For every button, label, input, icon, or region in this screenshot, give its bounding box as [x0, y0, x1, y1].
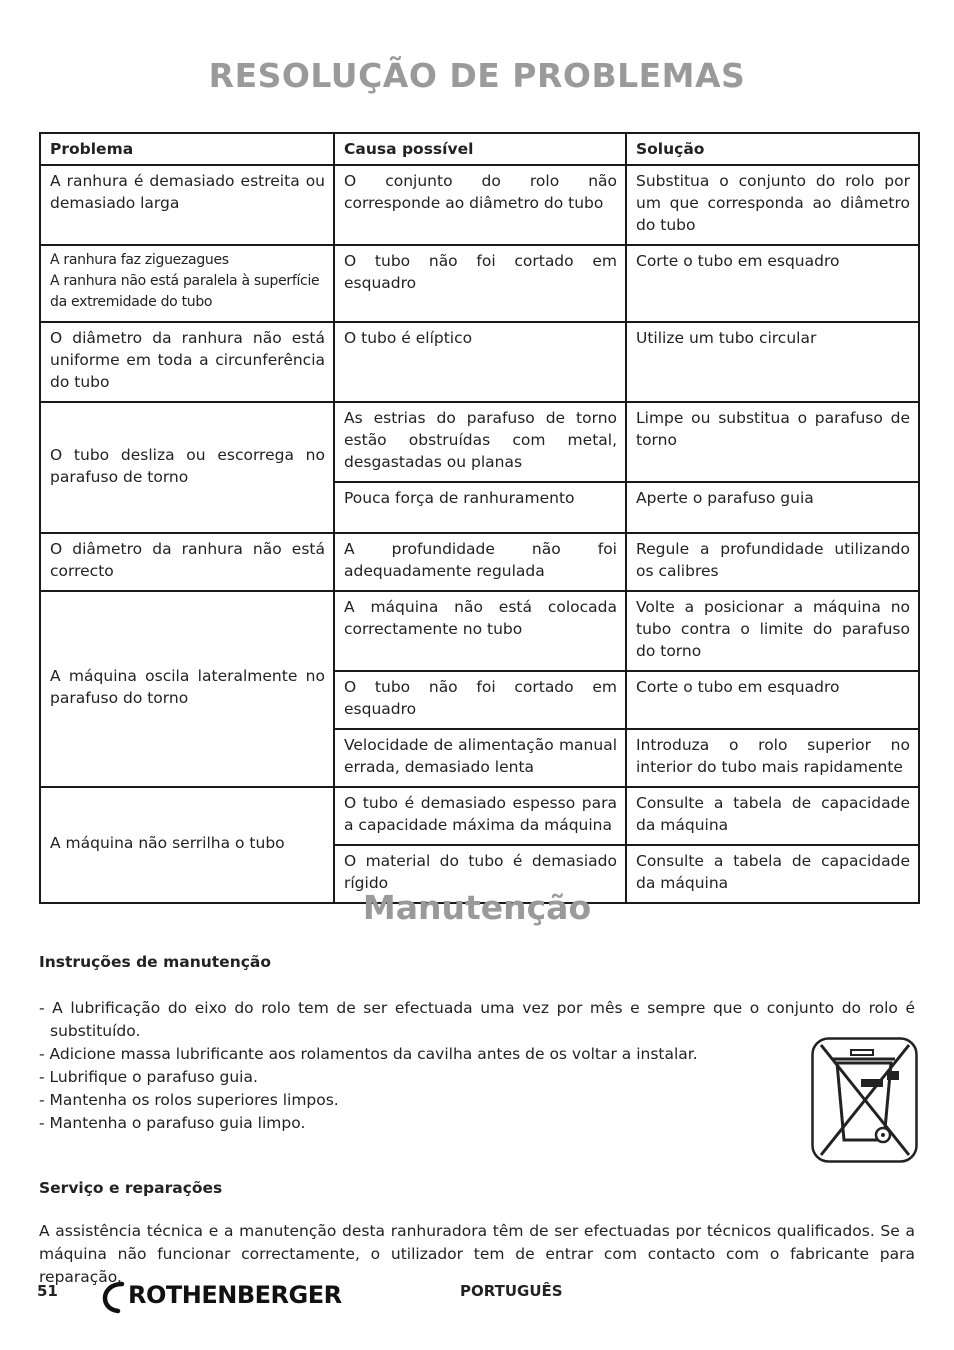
cause-cell: Velocidade de alimentação manual errada, demasiado lenta	[334, 729, 626, 787]
problem-cell: O diâmetro da ranhura não está uniforme em toda a circunferência do tubo	[40, 322, 334, 402]
cause-cell: Pouca força de ranhuramento	[334, 482, 626, 533]
solution-cell: Introduza o rolo superior no interior do tubo mais rapidamente	[626, 729, 919, 787]
solution-cell: Substitua o conjunto do rolo por um que corresponda ao diâmetro do tubo	[626, 165, 919, 245]
header-problem: Problema	[40, 133, 334, 165]
brand-logo-text: ROTHENBERGER	[128, 1281, 342, 1309]
cause-cell: O material do tubo é demasiado rígido	[334, 845, 626, 903]
table-row	[40, 591, 919, 671]
troubleshooting-table	[39, 132, 920, 904]
solution-cell: Consulte a tabela de capacidade da máquina	[626, 787, 919, 845]
header-cause: Causa possível	[334, 133, 626, 165]
cause-cell: As estrias do parafuso de torno estão obstruídas com metal, desgastadas ou planas	[334, 402, 626, 482]
service-heading: Serviço e reparações	[39, 1179, 223, 1197]
footer-language: PORTUGUÊS	[460, 1282, 563, 1300]
problem-cell: A ranhura é demasiado estreita ou demasiado larga	[40, 165, 334, 245]
cause-cell: O tubo é elíptico	[334, 322, 626, 402]
table-row	[40, 322, 919, 402]
cause-cell: O tubo não foi cortado em esquadro	[334, 671, 626, 729]
cause-cell: O tubo não foi cortado em esquadro	[334, 245, 626, 322]
maintenance-title: Manutenção	[362, 888, 592, 927]
solution-cell: Corte o tubo em esquadro	[626, 245, 919, 322]
problem-cell: O diâmetro da ranhura não está correcto	[40, 533, 334, 591]
list-item: - A lubrificação do eixo do rolo tem de ser efectuada uma vez por mês e sempre que o conjunto do rolo é substituído.	[39, 999, 915, 1040]
header-solution: Solução	[626, 133, 919, 165]
crossed-out-wheelie-bin-icon	[811, 1037, 918, 1163]
table-row	[40, 165, 919, 245]
table-header-row	[40, 133, 919, 165]
cause-cell: O tubo é demasiado espesso para a capacidade máxima da máquina	[334, 787, 626, 845]
problem-line: A ranhura faz ziguezagues	[50, 252, 229, 268]
instructions-list	[39, 997, 915, 1135]
problem-cell: A máquina não serrilha o tubo	[40, 787, 334, 903]
cause-cell: O conjunto do rolo não corresponde ao diâmetro do tubo	[334, 165, 626, 245]
table-row	[40, 245, 919, 322]
list-item: - Lubrifique o parafuso guia.	[39, 1068, 258, 1086]
list-item: - Mantenha o parafuso guia limpo.	[39, 1114, 306, 1132]
service-text: A assistência técnica e a manutenção desta ranhuradora têm de ser efectuadas por técnicos qualificados. Se a máquina não funcionar correctamente, o utilizador tem de entrar com contacto com o fabricante para reparação.	[39, 1222, 915, 1286]
instructions-heading: Instruções de manutenção	[39, 953, 272, 971]
problem-cell: O tubo desliza ou escorrega no parafuso de torno	[40, 402, 334, 533]
cause-cell: A máquina não está colocada correctamente no tubo	[334, 591, 626, 671]
list-item: - Adicione massa lubrificante aos rolamentos da cavilha antes de os voltar a instalar.	[39, 1045, 698, 1063]
problem-line: A ranhura não está paralela à superfície da extremidade do tubo	[50, 273, 320, 310]
list-item: - Mantenha os rolos superiores limpos.	[39, 1091, 339, 1109]
table-row	[40, 787, 919, 845]
solution-cell: Aperte o parafuso guia	[626, 482, 919, 533]
page-number: 51	[37, 1282, 58, 1300]
cause-cell: A profundidade não foi adequadamente regulada	[334, 533, 626, 591]
solution-cell: Consulte a tabela de capacidade da máquina	[626, 845, 919, 903]
page-title: RESOLUÇÃO DE PROBLEMAS	[208, 56, 746, 95]
solution-cell: Limpe ou substitua o parafuso de torno	[626, 402, 919, 482]
table-row	[40, 402, 919, 482]
table-row	[40, 533, 919, 591]
problem-cell: A máquina oscila lateralmente no parafuso do torno	[40, 591, 334, 787]
problem-cell	[40, 245, 334, 322]
solution-cell: Corte o tubo em esquadro	[626, 671, 919, 729]
solution-cell: Volte a posicionar a máquina no tubo contra o limite do parafuso do torno	[626, 591, 919, 671]
solution-cell: Regule a profundidade utilizando os calibres	[626, 533, 919, 591]
solution-cell: Utilize um tubo circular	[626, 322, 919, 402]
